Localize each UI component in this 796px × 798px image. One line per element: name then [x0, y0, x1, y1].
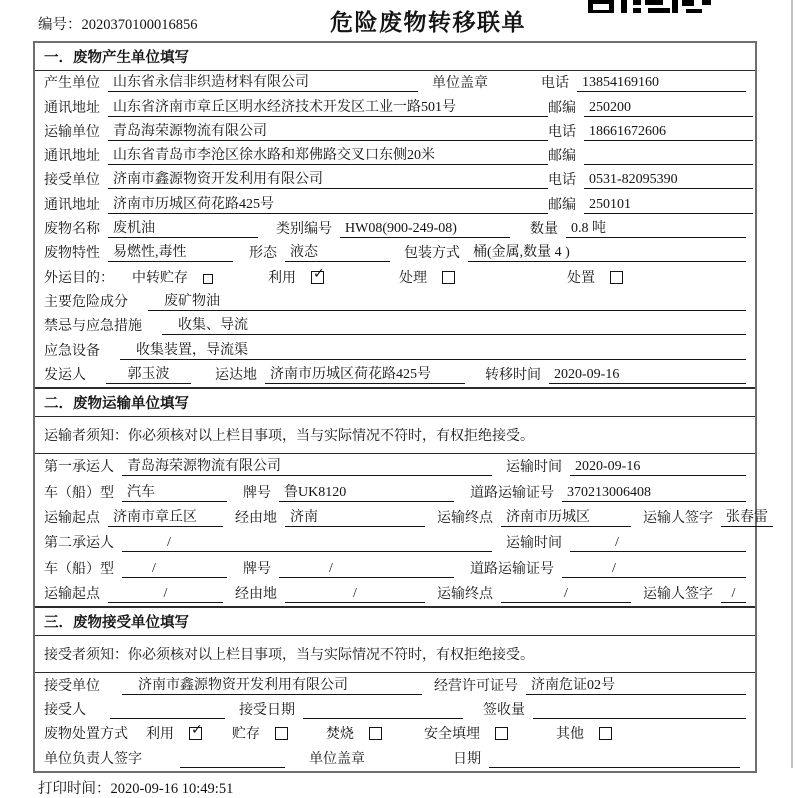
- precautions-value: 收集、导流: [162, 314, 746, 335]
- producer-unit-label: 产生单位: [44, 76, 100, 92]
- transport-unit-row: [35, 120, 755, 144]
- destination-label: 运达地: [215, 367, 257, 383]
- first-carrier-label: 第一承运人: [44, 460, 114, 476]
- producer-zip-label: 邮编: [548, 100, 576, 116]
- receiver-address-label: 通讯地址: [44, 197, 100, 213]
- waste-qty-label: 数量: [530, 222, 558, 238]
- route2-start-label: 运输起点: [44, 587, 100, 603]
- page-edge-line: [791, 0, 793, 768]
- transfer-purpose-label: 外运目的：: [44, 270, 114, 286]
- disposal-use-checkbox: [189, 727, 202, 740]
- precautions-label: 禁忌与应急措施: [44, 319, 142, 335]
- section-receiver-title: 三．废物接受单位填写: [35, 608, 755, 636]
- transport-phone-value: 18661672606: [584, 124, 753, 141]
- waste-props-value: 易燃性,毒性: [108, 241, 233, 262]
- disposal-burn-checkbox: [369, 727, 382, 740]
- acceptor-value: [110, 702, 225, 719]
- plate2-value: /: [279, 561, 454, 578]
- accept-date-value: [303, 702, 463, 719]
- transport-time-label: 运输时间: [506, 460, 562, 476]
- acceptance-row: [35, 698, 755, 722]
- waste-code-label: 类别编号: [276, 222, 332, 238]
- route1-via-label: 经由地: [235, 511, 277, 527]
- doc-number-value: 2020370100016856: [81, 17, 198, 33]
- disposal-use-label: 利用: [146, 727, 174, 743]
- signoff-row: [35, 746, 755, 770]
- route1-start-label: 运输起点: [44, 511, 100, 527]
- route2-sign-label: 运输人签字: [643, 587, 713, 603]
- receiver-address-row: [35, 192, 755, 216]
- waste-pack-label: 包装方式: [404, 246, 460, 262]
- producer-seal-label: 单位盖章: [432, 76, 488, 92]
- disposal-method-label: 废物处置方式: [44, 727, 128, 743]
- route2-end-value: /: [501, 586, 631, 603]
- route1-start-value: 济南市章丘区: [108, 506, 223, 527]
- transport-time2-value: /: [570, 535, 746, 552]
- transport-time2-label: 运输时间: [506, 536, 562, 552]
- first-carrier-row: [35, 454, 755, 479]
- destination-value: 济南市历城区荷花路425号: [265, 363, 465, 384]
- dispatcher-label: 发运人: [44, 367, 86, 383]
- road-license2-value: /: [562, 561, 746, 578]
- producer-zip-value: 250200: [584, 100, 753, 117]
- waste-name-value: 废机油: [108, 217, 258, 238]
- waste-props-row: [35, 241, 755, 265]
- road-license2-label: 道路运输证号: [470, 561, 554, 577]
- hazard-components-label: 主要危险成分: [44, 294, 128, 310]
- accepting-unit-value: 济南市鑫源物资开发利用有限公司: [122, 674, 422, 695]
- transport-address-row: [35, 144, 755, 168]
- waste-name-label: 废物名称: [44, 222, 100, 238]
- signed-qty-value: [533, 702, 746, 719]
- print-time-value: 2020-09-16 10:49:51: [110, 780, 234, 797]
- waste-form-label: 形态: [249, 246, 277, 262]
- receiver-unit-value: 济南市鑫源物资开发利用有限公司: [108, 168, 548, 189]
- disposal-burn-label: 焚烧: [326, 727, 354, 743]
- emergency-equipment-row: [35, 338, 755, 362]
- receiver-zip-value: 250101: [584, 197, 753, 214]
- doc-number-label: 编号：: [38, 17, 82, 33]
- producer-address-value: 山东省济南市章丘区明水经济技术开发区工业一路501号: [108, 96, 548, 117]
- receiver-zip-group: [548, 194, 753, 214]
- road-license-label: 道路运输证号: [470, 485, 554, 501]
- waste-props-label: 废物特性: [44, 246, 100, 262]
- transport-time-value: 2020-09-16: [570, 459, 746, 476]
- disposal-other-label: 其他: [556, 727, 584, 743]
- section-producer-title: 一．废物产生单位填写: [35, 43, 755, 71]
- acceptor-label: 接受人: [44, 702, 86, 718]
- disposal-store-label: 贮存: [232, 727, 260, 743]
- route2-via-label: 经由地: [235, 587, 277, 603]
- responsible-sign-value: [180, 751, 285, 768]
- purpose-use-checkbox: [311, 271, 324, 284]
- responsible-sign-label: 单位负责人签字: [44, 751, 142, 767]
- print-time: [38, 777, 796, 798]
- receiver-unit-label: 接受单位: [44, 173, 100, 189]
- emergency-equipment-label: 应急设备: [44, 343, 100, 359]
- transport-zip-value: [584, 148, 753, 165]
- transport-zip-group: [548, 145, 753, 165]
- unit-seal-label: 单位盖章: [309, 751, 365, 767]
- road-license-value: 370213006408: [562, 485, 746, 502]
- section-receiver: [35, 606, 755, 771]
- purpose-option-dispose-label: 处置: [567, 270, 595, 286]
- waste-code-value: HW08(900-249-08): [340, 221, 510, 238]
- hazard-components-row: [35, 290, 755, 314]
- permit-label: 经营许可证号: [434, 678, 518, 694]
- receiver-phone-value: 0531-82095390: [584, 172, 753, 189]
- disposal-method-row: [35, 722, 755, 746]
- accepting-unit-label: 接受单位: [44, 678, 100, 694]
- dispatch-row: [35, 363, 755, 387]
- first-carrier-value: 青岛海荣源物流有限公司: [122, 455, 492, 476]
- plate2-label: 牌号: [243, 561, 271, 577]
- route2-sign-value: /: [721, 586, 746, 603]
- permit-value: 济南危证02号: [526, 674, 746, 695]
- sign-date-label: 日期: [453, 751, 481, 767]
- second-carrier-value: /: [122, 535, 492, 552]
- receiver-address-value: 济南市历城区荷花路425号: [108, 193, 548, 214]
- manifest-form: [33, 41, 768, 773]
- producer-unit-row: [35, 71, 755, 95]
- transport-unit-label: 运输单位: [44, 124, 100, 140]
- accept-date-label: 接受日期: [239, 702, 295, 718]
- waste-qty-value: 0.8 吨: [566, 217, 746, 238]
- purpose-dispose-checkbox: [610, 271, 623, 284]
- transport-phone-group: [548, 121, 753, 141]
- transport-address-value: 山东省青岛市李沧区徐水路和郑佛路交叉口东侧20米: [108, 144, 548, 165]
- route1-row: [35, 505, 768, 530]
- vehicle-type-label: 车（船）型: [44, 485, 114, 501]
- purpose-option-treat-label: 处理: [399, 270, 427, 286]
- vehicle-type-value: 汽车: [122, 481, 227, 502]
- transport-unit-value: 青岛海荣源物流有限公司: [108, 120, 548, 141]
- hazard-components-value: 废矿物油: [148, 290, 746, 311]
- vehicle-type2-value: /: [122, 561, 227, 578]
- waste-form-value: 液态: [285, 241, 390, 262]
- second-carrier-label: 第二承运人: [44, 536, 114, 552]
- receiver-unit-row: [35, 168, 755, 192]
- route1-end-label: 运输终点: [437, 511, 493, 527]
- transport-phone-label: 电话: [548, 124, 576, 140]
- section-transport: [35, 387, 768, 606]
- section-producer: [35, 43, 755, 387]
- transfer-time-value: 2020-09-16: [549, 367, 746, 384]
- purpose-option-use-label: 利用: [268, 270, 296, 286]
- producer-phone-value: 13854169160: [577, 75, 746, 92]
- disposal-landfill-checkbox: [495, 727, 508, 740]
- print-time-label: 打印时间：: [38, 780, 111, 797]
- plate-label: 牌号: [243, 485, 271, 501]
- route1-sign-value: 张春雷: [721, 506, 773, 527]
- route2-end-label: 运输终点: [437, 587, 493, 603]
- receiver-zip-label: 邮编: [548, 197, 576, 213]
- route2-via-value: /: [285, 586, 425, 603]
- emergency-equipment-value: 收集装置，导流渠: [120, 339, 746, 360]
- producer-phone-group: [541, 72, 746, 92]
- receiver-phone-group: [548, 169, 753, 189]
- producer-phone-label: 电话: [541, 76, 569, 92]
- doc-number: [38, 13, 198, 34]
- route1-via-value: 济南: [285, 506, 425, 527]
- qr-code-icon: [588, 0, 713, 13]
- waste-name-row: [35, 217, 755, 241]
- second-carrier-row: [35, 530, 755, 555]
- disposal-other-checkbox: [599, 727, 612, 740]
- accepting-unit-row: [35, 673, 755, 697]
- plate-value: 鲁UK8120: [279, 481, 454, 502]
- waste-pack-value: 桶(金属,数量 4 ): [468, 241, 746, 262]
- transfer-purpose-row: [35, 265, 755, 289]
- disposal-store-checkbox: [275, 727, 288, 740]
- vehicle-type-row: [35, 479, 755, 504]
- purpose-storage-checkbox: [203, 274, 213, 284]
- purpose-option-storage-label: 中转贮存: [132, 270, 188, 286]
- page-title: 危险废物转移联单: [330, 10, 526, 35]
- document-header: [0, 0, 796, 41]
- purpose-treat-checkbox: [442, 271, 455, 284]
- receiver-notice: 接受者须知：你必须核对以上栏目事项，当与实际情况不符时，有权拒绝接受。: [35, 636, 755, 673]
- route1-end-value: 济南市历城区: [501, 506, 631, 527]
- disposal-landfill-label: 安全填埋: [424, 727, 480, 743]
- transport-address-label: 通讯地址: [44, 149, 100, 165]
- dispatcher-value: 郭玉波: [106, 363, 191, 384]
- precautions-row: [35, 314, 755, 338]
- signed-qty-label: 签收量: [483, 702, 525, 718]
- section-transport-title: 二．废物运输单位填写: [35, 389, 755, 417]
- producer-zip-group: [548, 97, 753, 117]
- transport-notice: 运输者须知：你必须核对以上栏目事项，当与实际情况不符时，有权拒绝接受。: [35, 417, 755, 454]
- sign-date-value: [489, 751, 740, 768]
- vehicle-type2-label: 车（船）型: [44, 561, 114, 577]
- producer-address-label: 通讯地址: [44, 100, 100, 116]
- transport-zip-label: 邮编: [548, 149, 576, 165]
- transfer-time-label: 转移时间: [485, 367, 541, 383]
- route2-row: [35, 581, 755, 606]
- receiver-phone-label: 电话: [548, 173, 576, 189]
- route2-start-value: /: [108, 586, 223, 603]
- producer-address-row: [35, 95, 755, 119]
- producer-unit-value: 山东省永信非织造材料有限公司: [108, 71, 418, 92]
- route1-sign-label: 运输人签字: [643, 511, 713, 527]
- vehicle-type2-row: [35, 555, 755, 580]
